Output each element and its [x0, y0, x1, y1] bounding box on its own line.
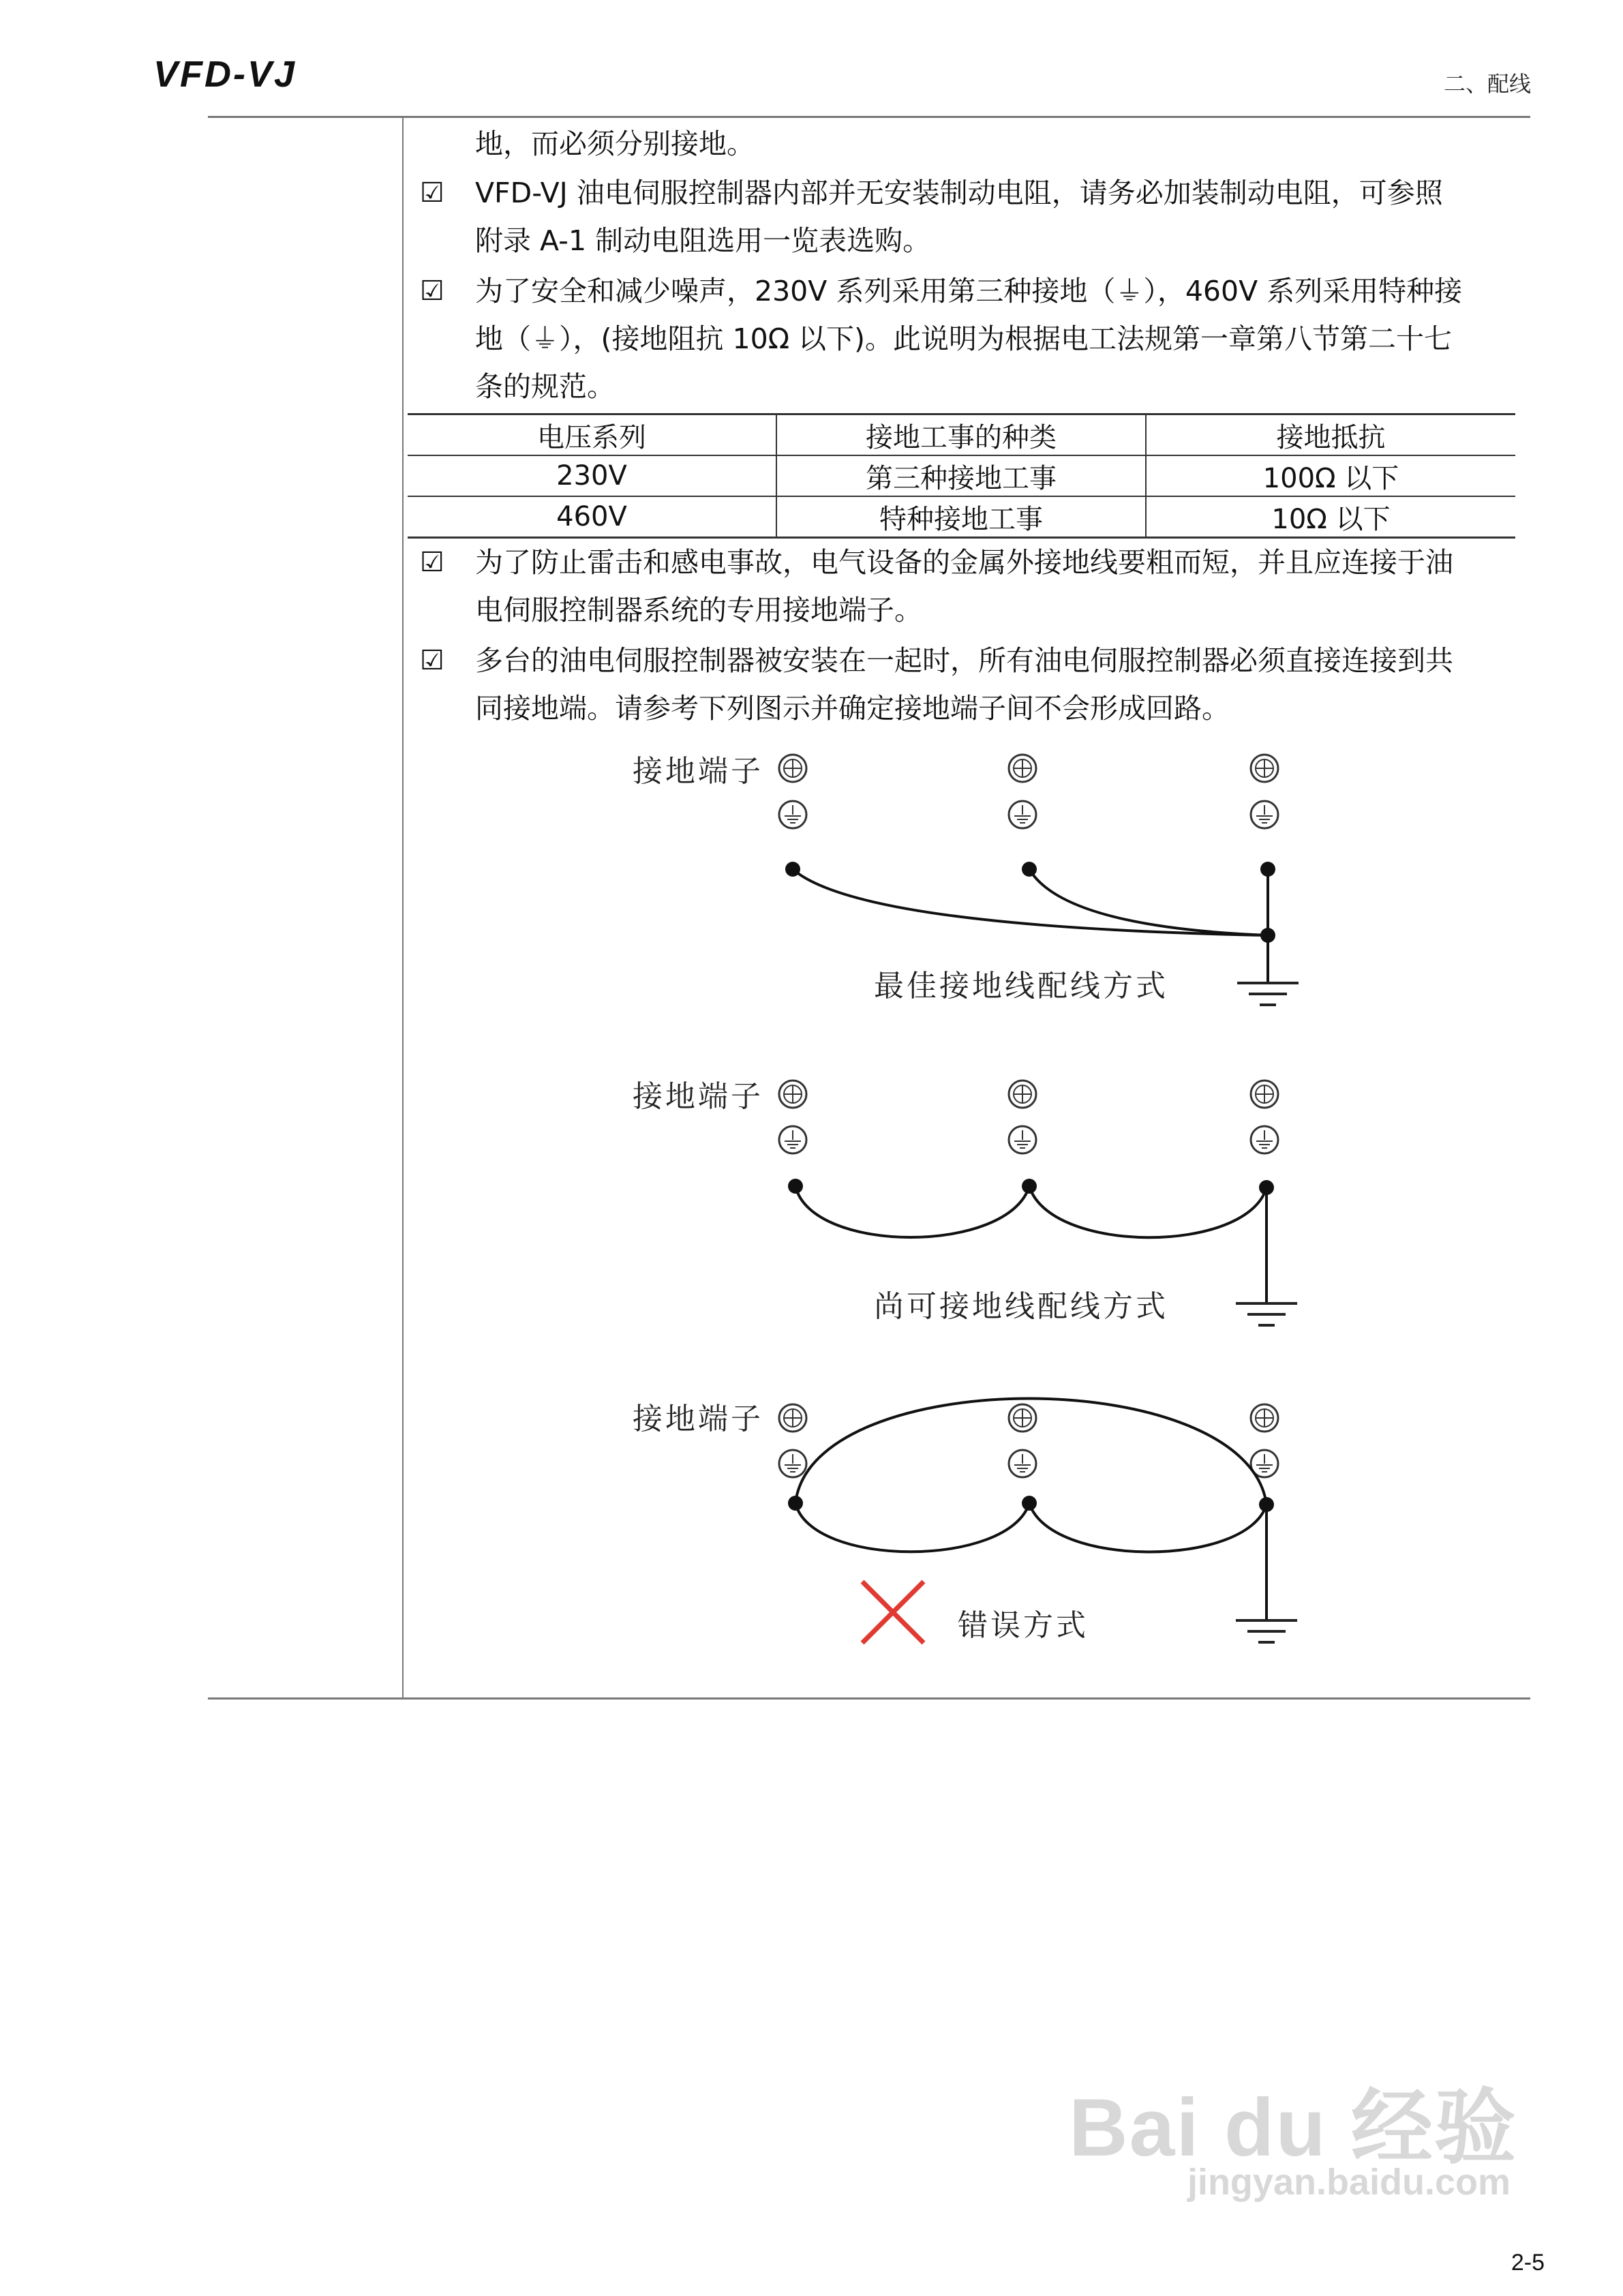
- earth-ground-icon: [1236, 1620, 1297, 1642]
- paragraph-continuation: 地，而必须分别接地。: [475, 127, 755, 160]
- ground-symbol-icon: [779, 1450, 806, 1477]
- lightning-note-line1: 为了防止雷击和感电事故，电气设备的金属外接地线要粗而短，并且应连接于油: [475, 546, 1453, 579]
- grounding-note-line3: 条的规范。: [475, 370, 615, 403]
- earth-ground-icon: [1236, 1303, 1297, 1325]
- ground-terminal-icon: [779, 1404, 806, 1432]
- brand-logo: VFD-VJ: [153, 54, 297, 95]
- braking-resistor-note-line2: 附录 A-1 制动电阻选用一览表选购。: [475, 224, 931, 257]
- table-cell: 230V: [408, 455, 776, 496]
- acceptable-wiring-diagram: [779, 1081, 1297, 1325]
- footer-rule: [208, 1697, 1530, 1700]
- table-header-type: 接地工事的种类: [776, 414, 1146, 456]
- ground-symbol-icon: [779, 1126, 806, 1153]
- ground-terminal-icon: [1009, 1404, 1036, 1432]
- checkbox-icon: ☑: [420, 645, 444, 676]
- best-wiring-diagram: [779, 755, 1299, 1005]
- watermark-url: jingyan.baidu.com: [1187, 2162, 1511, 2203]
- page-number: 2-5: [1511, 2250, 1545, 2276]
- braking-resistor-note-line1: VFD-VJ 油电伺服控制器内部并无安装制动电阻，请务必加装制动电阻，可参照: [475, 177, 1443, 209]
- ground-terminal-icon: [1009, 1081, 1036, 1108]
- ground-terminal-icon: [1009, 755, 1036, 782]
- checkbox-icon: ☑: [420, 177, 444, 209]
- terminal-label: 接地端子: [633, 1402, 763, 1436]
- ground-symbol-icon: [1009, 1450, 1036, 1477]
- acceptable-wiring-caption: 尚可接地线配线方式: [874, 1289, 1168, 1324]
- ground-terminal-icon: [1251, 755, 1278, 782]
- wrong-wiring-caption: 错误方式: [958, 1608, 1089, 1643]
- ground-terminal-icon: [779, 1081, 806, 1108]
- earth-ground-icon: [1237, 983, 1299, 1005]
- ground-terminal-icon: [779, 755, 806, 782]
- checkbox-icon: ☑: [420, 547, 444, 578]
- ground-symbol-icon: [779, 801, 806, 828]
- table-header-resistance: 接地抵抗: [1146, 414, 1515, 456]
- baidu-watermark: Bai du 经验: [1068, 2082, 1517, 2173]
- table-header-voltage: 电压系列: [408, 414, 776, 456]
- ground-terminal-icon: [1251, 1081, 1278, 1108]
- table-cell: 10Ω 以下: [1146, 496, 1515, 538]
- table-cell: 第三种接地工事: [776, 455, 1146, 496]
- multi-drive-note-line2: 同接地端。请参考下列图示并确定接地端子间不会形成回路。: [475, 692, 1230, 725]
- table-cell: 特种接地工事: [776, 496, 1146, 538]
- table-cell: 460V: [408, 496, 776, 538]
- best-wiring-caption: 最佳接地线配线方式: [874, 969, 1168, 1003]
- ground-symbol-icon: [1251, 801, 1278, 828]
- grounding-note-line1: 为了安全和减少噪声，230V 系列采用第三种接地（⏚），460V 系列采用特种接: [475, 275, 1463, 307]
- ground-symbol-icon: [1009, 801, 1036, 828]
- terminal-label: 接地端子: [633, 1079, 763, 1114]
- terminal-label: 接地端子: [633, 754, 763, 789]
- checkbox-icon: ☑: [420, 275, 444, 307]
- ground-symbol-icon: [1009, 1126, 1036, 1153]
- lightning-note-line2: 电伺服控制器系统的专用接地端子。: [475, 594, 922, 626]
- section-title: 二、配线: [1443, 71, 1531, 97]
- red-cross-icon: [862, 1582, 924, 1643]
- wrong-wiring-diagram: [779, 1398, 1297, 1643]
- table-cell: 100Ω 以下: [1146, 455, 1515, 496]
- grounding-note-line2: 地（⏚），(接地阻抗 10Ω 以下)。此说明为根据电工法规第一章第八节第二十七: [475, 322, 1453, 355]
- multi-drive-note-line1: 多台的油电伺服控制器被安装在一起时，所有油电伺服控制器必须直接连接到共: [475, 644, 1453, 677]
- ground-symbol-icon: [1251, 1126, 1278, 1153]
- ground-terminal-icon: [1251, 1404, 1278, 1432]
